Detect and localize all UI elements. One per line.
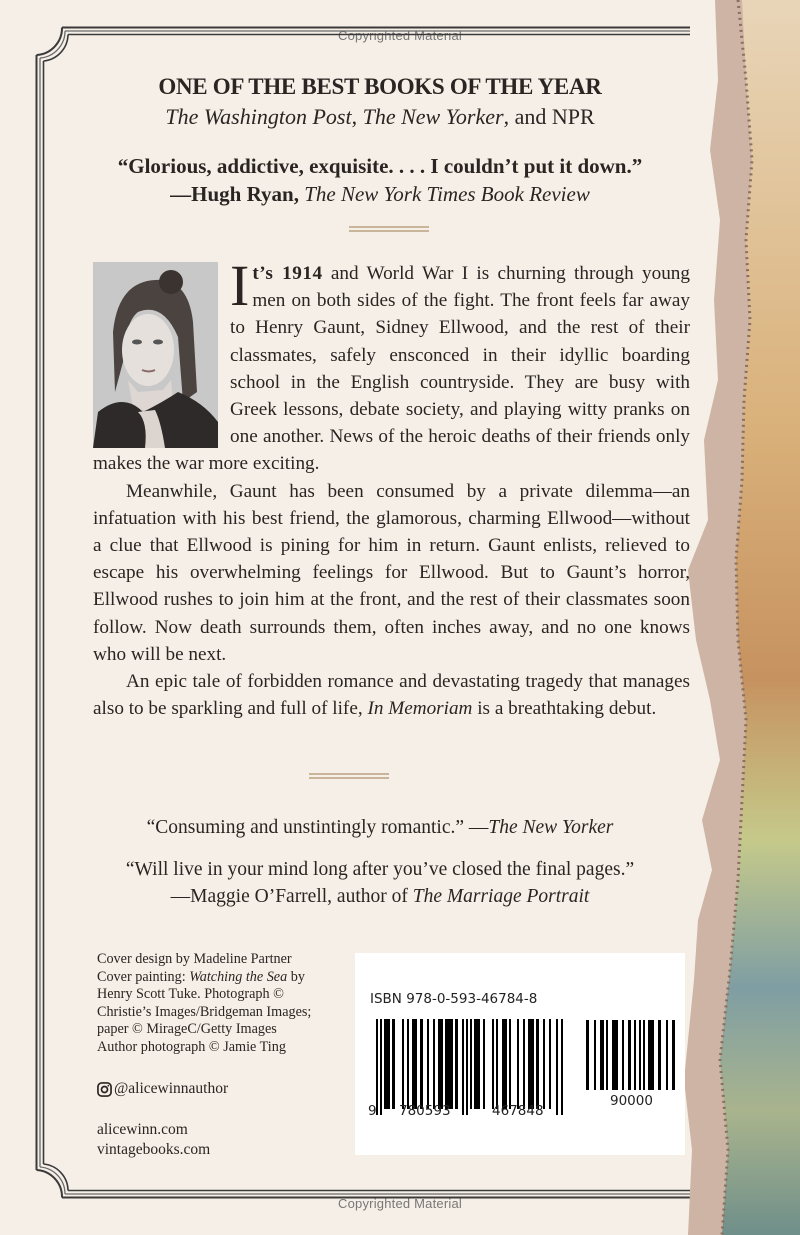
link-author-website[interactable]: alicewinn.com — [97, 1121, 188, 1138]
isbn-barcode — [355, 953, 685, 1155]
outlet-npr: , and NPR — [503, 104, 595, 129]
featured-quote-source: The New York Times Book Review — [304, 182, 590, 206]
credit-text: by — [287, 968, 305, 985]
credit-line: Henry Scott Tuke. Photograph © — [97, 986, 284, 1003]
credit-line — [97, 969, 357, 987]
description-paragraph-1 — [93, 253, 690, 478]
credit-line: Author photograph © Jamie Ting — [97, 1038, 286, 1055]
barcode-addon-digits: 90000 — [610, 1093, 653, 1109]
description-paragraph-2: Meanwhile, Gaunt has been consumed by a private dilemma—an infatuation with his best friend, the glamorous, charming Ellwood—without a clue that Ellwood is pining for him in return. Gaunt enlists, relieved to escape his overwhelming feelings for Ellwood. But to Gaunt’s horror, Ellwood rushes to join him at the front, and the rest of their classmates soon follow. Now death surrounds them, often inches away, and no one knows who will be next. — [93, 480, 690, 665]
blurb-maggie-ofarrell — [80, 856, 680, 910]
photo-spacer — [93, 260, 230, 450]
featured-quote-text: “Glorious, addictive, exquisite. . . . I couldn’t put it down.” — [117, 154, 643, 178]
drop-cap: I — [230, 253, 250, 318]
credit-line: Christie’s Images/Bridgeman Images; — [97, 1003, 312, 1020]
blurb-new-yorker — [80, 814, 680, 842]
website-links — [97, 1120, 210, 1160]
ornamental-divider-bottom — [309, 773, 389, 779]
featured-quote-author: —Hugh Ryan, — [170, 182, 305, 206]
painting-title: Watching the Sea — [189, 968, 288, 985]
featured-quote-attribution — [70, 180, 690, 208]
description-text: and World War I is churning through young men on both sides of the fight. The front feels far away to Henry Gaunt, Sidney Ellwood, and the rest of their classmates, safely ensconced in their idyllic boarding school in the English countryside. They are busy with Greek lessons, debate society, and playing witty pranks on one another. News of the heroic deaths of their friends only makes the war more exciting. — [93, 263, 690, 475]
copyright-watermark-top: Copyrighted Material — [338, 28, 462, 43]
credit-line: paper © MirageC/Getty Images — [97, 1021, 277, 1038]
link-publisher-website[interactable]: vintagebooks.com — [97, 1141, 211, 1158]
credit-line: Cover design by Madeline Partner — [97, 951, 292, 967]
featured-review-quote — [70, 152, 690, 208]
description-paragraph-3 — [93, 668, 690, 722]
description-text: An epic tale of forbidden romance and devastating tragedy that manages also to be sparkling and full of life, — [93, 671, 690, 720]
blurb-text: “Will live in your mind long after you’ve closed the final pages.” — [125, 859, 635, 880]
blurb-text: “Consuming and unstintingly romantic.” — — [146, 817, 489, 838]
barcode-digit-first: 9 — [368, 1103, 377, 1119]
blurb-attribution — [80, 883, 680, 910]
separator: , — [351, 104, 363, 129]
blurb-source: The New Yorker — [488, 817, 614, 838]
description-lead: t’s 1914 — [252, 263, 323, 284]
book-description — [93, 253, 690, 722]
torn-paper-painting-edge — [680, 0, 800, 1235]
ornamental-divider-top — [349, 226, 429, 232]
barcode-bars-addon — [586, 1020, 686, 1090]
best-books-headline: ONE OF THE BEST BOOKS OF THE YEAR — [158, 74, 602, 99]
credit-text: Cover painting: — [97, 968, 190, 985]
outlet-new-yorker: The New Yorker — [362, 104, 504, 129]
best-books-outlets — [80, 102, 680, 132]
instagram-icon — [97, 1082, 112, 1097]
description-text: is a breathtaking debut. — [472, 698, 657, 720]
instagram-handle[interactable] — [97, 1079, 228, 1099]
copyright-watermark-bottom: Copyrighted Material — [338, 1196, 462, 1211]
outlet-washington-post: The Washington Post — [165, 104, 352, 129]
blurb-source: The Marriage Portrait — [412, 886, 590, 907]
barcode-digits-right: 467848 — [492, 1103, 544, 1119]
barcode-digits-left: 780593 — [399, 1103, 451, 1119]
instagram-handle-text[interactable]: @alicewinnauthor — [114, 1080, 229, 1097]
isbn-label: ISBN 978-0-593-46784-8 — [370, 991, 538, 1007]
cover-credits — [97, 951, 357, 1057]
blurb-author: —Maggie O’Farrell, author of — [170, 886, 413, 907]
book-title: In Memoriam — [367, 698, 473, 720]
